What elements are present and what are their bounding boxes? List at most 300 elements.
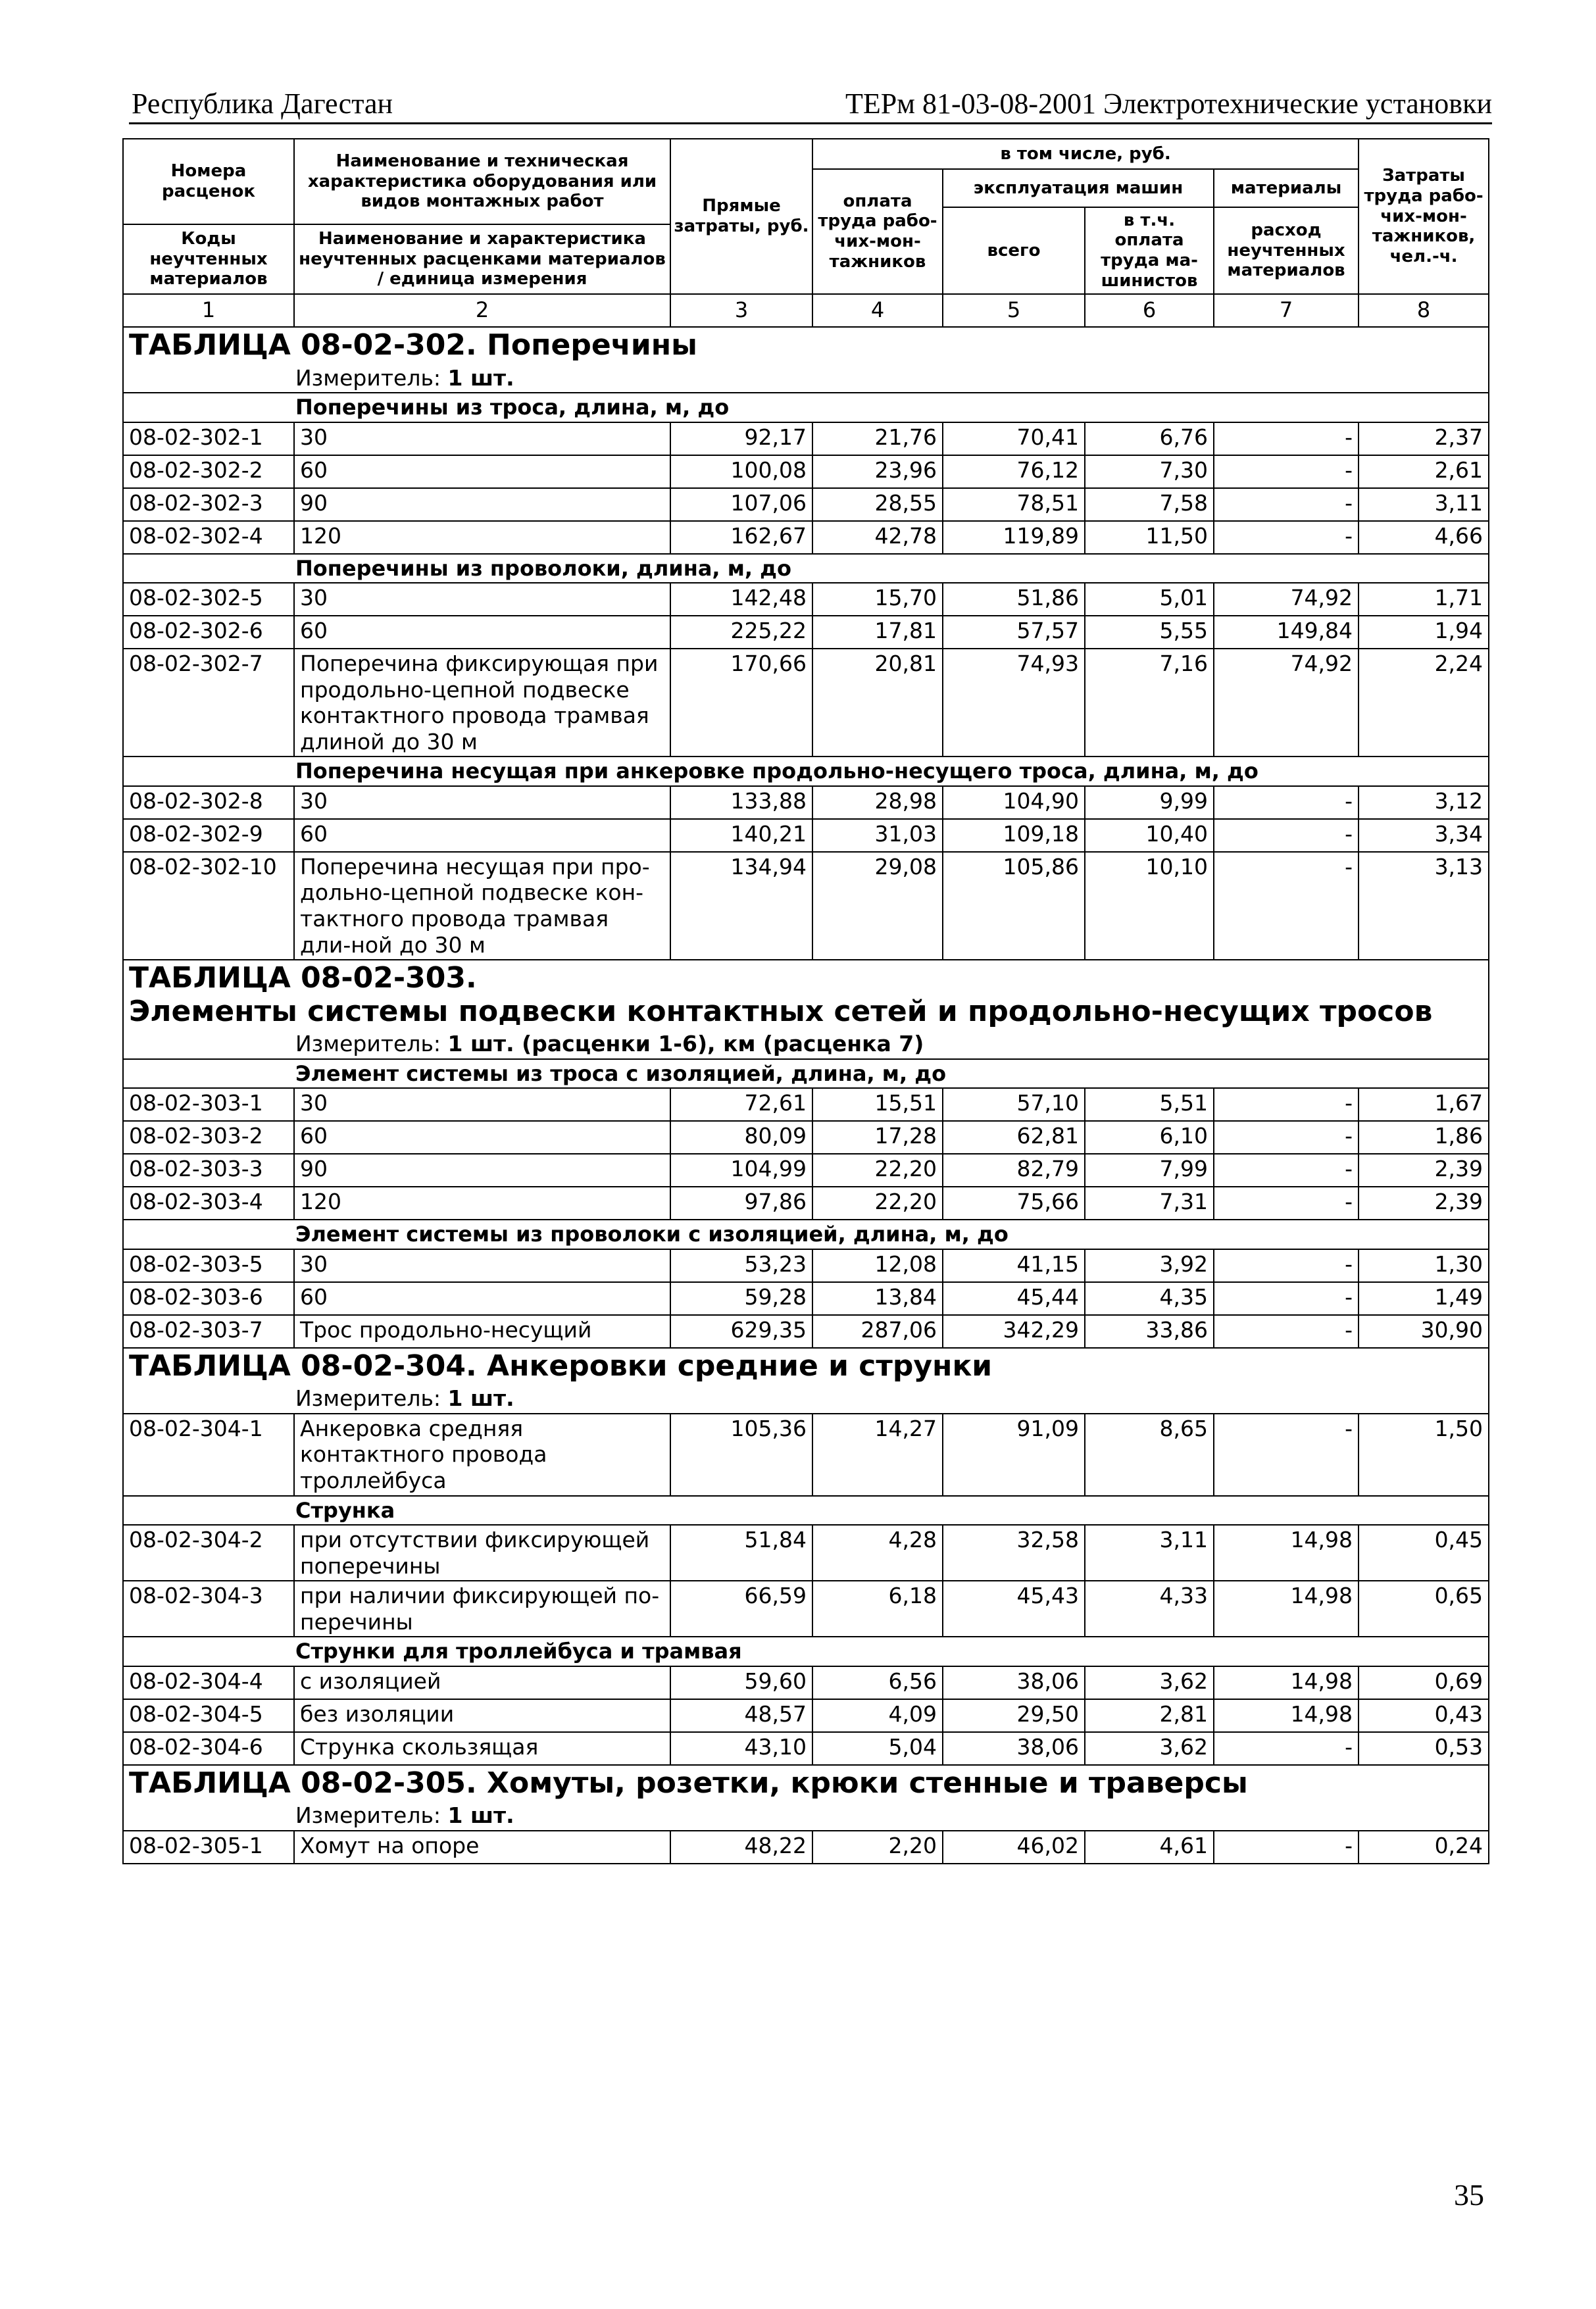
machines-total: 38,06 — [943, 1666, 1085, 1699]
labor-hours: 2,24 — [1359, 649, 1489, 757]
materials: 74,92 — [1214, 649, 1359, 757]
machinist-pay: 9,99 — [1085, 786, 1214, 819]
machines-total: 51,86 — [943, 583, 1085, 616]
labor-pay: 15,70 — [812, 583, 943, 616]
machinist-pay: 6,76 — [1085, 422, 1214, 455]
subheading-text: Элемент системы из проволоки с изоляцией, длина, м, до — [295, 1222, 1009, 1247]
labor-hours: 0,65 — [1359, 1581, 1489, 1637]
machines-total: 82,79 — [943, 1154, 1085, 1187]
subheading-cell — [123, 554, 1489, 583]
table-row — [123, 488, 1489, 521]
col-number: 7 — [1214, 294, 1359, 327]
machinist-pay: 6,10 — [1085, 1121, 1214, 1154]
work-name: 30 — [294, 1088, 670, 1121]
materials: - — [1214, 521, 1359, 554]
measure-value: 1 шт. (расценки 1-6), км (расценка 7) — [447, 1031, 924, 1057]
subheading-cell — [123, 1637, 1489, 1666]
measure-value: 1 шт. — [447, 1802, 514, 1829]
col-labor-cost-header: Затраты труда рабо-чих-мон-тажников, чел.-ч. — [1359, 139, 1489, 294]
direct-cost: 225,22 — [670, 616, 812, 649]
rate-code: 08-02-302-10 — [123, 852, 294, 960]
table-section-title — [123, 1348, 1489, 1385]
direct-cost: 80,09 — [670, 1121, 812, 1154]
direct-cost: 72,61 — [670, 1088, 812, 1121]
materials: - — [1214, 1187, 1359, 1220]
machines-total: 104,90 — [943, 786, 1085, 819]
measure-label: Измеритель: — [295, 1385, 441, 1412]
work-name: 120 — [294, 521, 670, 554]
subheading-cell — [123, 1220, 1489, 1249]
direct-cost: 92,17 — [670, 422, 812, 455]
labor-hours: 1,67 — [1359, 1088, 1489, 1121]
direct-cost: 134,94 — [670, 852, 812, 960]
measure-row — [123, 364, 1489, 393]
rate-code: 08-02-302-6 — [123, 616, 294, 649]
subheading-text: Поперечины из троса, длина, м, до — [295, 395, 730, 420]
table-row — [123, 583, 1489, 616]
machinist-pay: 10,10 — [1085, 852, 1214, 960]
table-row — [123, 1088, 1489, 1121]
work-name: при отсутствии фиксирующей поперечины — [294, 1525, 670, 1581]
subheading-row — [123, 1220, 1489, 1249]
col-material-codes-header: Коды неучтенных материалов — [123, 224, 294, 294]
materials: 14,98 — [1214, 1666, 1359, 1699]
rate-code: 08-02-303-2 — [123, 1121, 294, 1154]
section-label: ТАБЛИЦА 08-02-304. — [129, 1349, 477, 1383]
measure-label: Измеритель: — [295, 1802, 441, 1829]
machines-total: 74,93 — [943, 649, 1085, 757]
machines-total: 342,29 — [943, 1315, 1085, 1348]
rate-code: 08-02-304-4 — [123, 1666, 294, 1699]
subheading-cell — [123, 393, 1489, 422]
table-row — [123, 616, 1489, 649]
machines-total: 57,57 — [943, 616, 1085, 649]
table-body — [123, 327, 1489, 1864]
labor-hours: 2,39 — [1359, 1187, 1489, 1220]
labor-pay: 6,18 — [812, 1581, 943, 1637]
work-name: при наличии фиксирующей по-перечины — [294, 1581, 670, 1637]
section-label: ТАБЛИЦА 08-02-302. — [129, 328, 477, 362]
labor-pay: 2,20 — [812, 1831, 943, 1864]
subheading-row — [123, 1637, 1489, 1666]
subheading-text: Струнки для троллейбуса и трамвая — [295, 1639, 742, 1664]
labor-pay: 17,81 — [812, 616, 943, 649]
table-section-title — [123, 960, 1489, 1030]
table-row — [123, 1666, 1489, 1699]
work-name: 30 — [294, 1249, 670, 1282]
subheading-text: Струнка — [295, 1497, 395, 1523]
direct-cost: 162,67 — [670, 521, 812, 554]
labor-hours: 1,94 — [1359, 616, 1489, 649]
work-name: Поперечина несущая при про-дольно-цепной подвеске кон-тактного провода трамвая дли-ной до 30 м — [294, 852, 670, 960]
machinist-pay: 10,40 — [1085, 819, 1214, 852]
direct-cost: 43,10 — [670, 1732, 812, 1765]
machines-total: 75,66 — [943, 1187, 1085, 1220]
subheading-cell — [123, 1496, 1489, 1525]
machinist-pay: 5,51 — [1085, 1088, 1214, 1121]
col-number: 1 — [123, 294, 294, 327]
measure-line — [295, 1385, 1483, 1412]
direct-cost: 48,22 — [670, 1831, 812, 1864]
machinist-pay: 3,62 — [1085, 1732, 1214, 1765]
col-incl-header: в том числе, руб. — [812, 139, 1359, 169]
labor-hours: 2,61 — [1359, 455, 1489, 488]
measure-value: 1 шт. — [447, 364, 514, 391]
direct-cost: 140,21 — [670, 819, 812, 852]
machinist-pay: 4,61 — [1085, 1831, 1214, 1864]
labor-pay: 4,28 — [812, 1525, 943, 1581]
materials: - — [1214, 488, 1359, 521]
work-name: Трос продольно-несущий — [294, 1315, 670, 1348]
col-number: 5 — [943, 294, 1085, 327]
table-row — [123, 1525, 1489, 1581]
labor-hours: 30,90 — [1359, 1315, 1489, 1348]
section-label: ТАБЛИЦА 08-02-303. — [129, 961, 477, 995]
direct-cost: 59,28 — [670, 1282, 812, 1315]
labor-hours: 0,45 — [1359, 1525, 1489, 1581]
table-row — [123, 649, 1489, 757]
table-row — [123, 455, 1489, 488]
rate-code: 08-02-302-7 — [123, 649, 294, 757]
machinist-pay: 8,65 — [1085, 1414, 1214, 1496]
subheading-row — [123, 393, 1489, 422]
machines-total: 70,41 — [943, 422, 1085, 455]
section-title: Поперечины — [487, 328, 697, 362]
rate-code: 08-02-302-3 — [123, 488, 294, 521]
table-row — [123, 1581, 1489, 1637]
rate-code: 08-02-302-9 — [123, 819, 294, 852]
rate-code: 08-02-303-7 — [123, 1315, 294, 1348]
subheading-row — [123, 1496, 1489, 1525]
machines-total: 57,10 — [943, 1088, 1085, 1121]
table-row — [123, 422, 1489, 455]
machinist-pay: 7,58 — [1085, 488, 1214, 521]
labor-hours: 3,12 — [1359, 786, 1489, 819]
work-name: 120 — [294, 1187, 670, 1220]
machines-total: 41,15 — [943, 1249, 1085, 1282]
labor-pay: 29,08 — [812, 852, 943, 960]
machines-total: 76,12 — [943, 455, 1085, 488]
work-name: Анкеровка средняя контактного провода троллейбуса — [294, 1414, 670, 1496]
machinist-pay: 3,11 — [1085, 1525, 1214, 1581]
col-machines-header: эксплуатация машин — [943, 169, 1214, 207]
machines-total: 29,50 — [943, 1699, 1085, 1732]
direct-cost: 107,06 — [670, 488, 812, 521]
col-name-header: Наименование и техническая характеристика оборудования или видов монтажных работ — [294, 139, 670, 224]
labor-pay: 6,56 — [812, 1666, 943, 1699]
subheading-text: Поперечина несущая при анкеровке продольно-несущего троса, длина, м, до — [295, 758, 1259, 784]
materials: - — [1214, 1282, 1359, 1315]
materials: 74,92 — [1214, 583, 1359, 616]
labor-hours: 1,50 — [1359, 1414, 1489, 1496]
work-name: с изоляцией — [294, 1666, 670, 1699]
machines-total: 62,81 — [943, 1121, 1085, 1154]
labor-hours: 3,11 — [1359, 488, 1489, 521]
direct-cost: 59,60 — [670, 1666, 812, 1699]
direct-cost: 133,88 — [670, 786, 812, 819]
materials: 14,98 — [1214, 1699, 1359, 1732]
rate-code: 08-02-303-4 — [123, 1187, 294, 1220]
labor-pay: 42,78 — [812, 521, 943, 554]
materials: - — [1214, 1249, 1359, 1282]
measure-label: Измеритель: — [295, 1031, 441, 1057]
machines-total: 46,02 — [943, 1831, 1085, 1864]
machines-total: 78,51 — [943, 488, 1085, 521]
work-name: 60 — [294, 616, 670, 649]
col-number: 4 — [812, 294, 943, 327]
measure-line — [295, 1802, 1483, 1829]
rate-code: 08-02-303-6 — [123, 1282, 294, 1315]
rate-code: 08-02-303-1 — [123, 1088, 294, 1121]
measure-row — [123, 1801, 1489, 1831]
work-name: Струнка скользящая — [294, 1732, 670, 1765]
col-material-name-header: Наименование и характеристика неучтенных расценками материалов / единица измерения — [294, 224, 670, 294]
machines-total: 119,89 — [943, 521, 1085, 554]
labor-hours: 1,86 — [1359, 1121, 1489, 1154]
col-machines-total-header: всего — [943, 207, 1085, 294]
section-title-cell — [123, 1765, 1489, 1802]
materials: - — [1214, 422, 1359, 455]
labor-hours: 0,43 — [1359, 1699, 1489, 1732]
measure-line — [295, 1031, 1483, 1057]
labor-pay: 23,96 — [812, 455, 943, 488]
machinist-pay: 3,62 — [1085, 1666, 1214, 1699]
machines-total: 91,09 — [943, 1414, 1085, 1496]
subheading-text: Поперечины из проволоки, длина, м, до — [295, 555, 791, 581]
subheading-cell — [123, 1059, 1489, 1088]
labor-pay: 21,76 — [812, 422, 943, 455]
running-header — [129, 84, 1492, 124]
machinist-pay: 7,30 — [1085, 455, 1214, 488]
table-header — [123, 139, 1489, 327]
labor-pay: 15,51 — [812, 1088, 943, 1121]
direct-cost: 66,59 — [670, 1581, 812, 1637]
table-row — [123, 819, 1489, 852]
col-number: 6 — [1085, 294, 1214, 327]
table-row — [123, 1315, 1489, 1348]
section-title-cell — [123, 1348, 1489, 1385]
work-name: 60 — [294, 819, 670, 852]
direct-cost: 51,84 — [670, 1525, 812, 1581]
machinist-pay: 4,33 — [1085, 1581, 1214, 1637]
subheading-row — [123, 757, 1489, 785]
machines-total: 38,06 — [943, 1732, 1085, 1765]
labor-pay: 287,06 — [812, 1315, 943, 1348]
rate-code: 08-02-302-1 — [123, 422, 294, 455]
measure-cell — [123, 364, 1489, 393]
rate-code: 08-02-302-5 — [123, 583, 294, 616]
work-name: Хомут на опоре — [294, 1831, 670, 1864]
labor-hours: 3,34 — [1359, 819, 1489, 852]
measure-label: Измеритель: — [295, 364, 441, 391]
rates-table — [122, 138, 1489, 1864]
table-section-title — [123, 327, 1489, 364]
direct-cost: 104,99 — [670, 1154, 812, 1187]
header-document-code: ТЕРм 81-03-08-2001 Электротехнические установки — [845, 87, 1492, 120]
materials: - — [1214, 455, 1359, 488]
rate-code: 08-02-304-3 — [123, 1581, 294, 1637]
rate-code: 08-02-304-6 — [123, 1732, 294, 1765]
measure-row — [123, 1030, 1489, 1059]
direct-cost: 48,57 — [670, 1699, 812, 1732]
table-row — [123, 1831, 1489, 1864]
direct-cost: 170,66 — [670, 649, 812, 757]
machinist-pay: 11,50 — [1085, 521, 1214, 554]
machinist-pay: 5,55 — [1085, 616, 1214, 649]
col-materials-use-header: расход неучтенных материалов — [1214, 207, 1359, 294]
section-title-cell — [123, 327, 1489, 364]
work-name: 30 — [294, 583, 670, 616]
direct-cost: 629,35 — [670, 1315, 812, 1348]
labor-pay: 31,03 — [812, 819, 943, 852]
table-row — [123, 1249, 1489, 1282]
col-number: 3 — [670, 294, 812, 327]
materials: - — [1214, 852, 1359, 960]
table-row — [123, 1154, 1489, 1187]
materials: - — [1214, 819, 1359, 852]
subheading-cell — [123, 757, 1489, 785]
col-number: 8 — [1359, 294, 1489, 327]
work-name: 30 — [294, 422, 670, 455]
materials: 14,98 — [1214, 1581, 1359, 1637]
labor-pay: 20,81 — [812, 649, 943, 757]
direct-cost: 97,86 — [670, 1187, 812, 1220]
measure-line — [295, 365, 1483, 391]
table-row — [123, 1732, 1489, 1765]
rate-code: 08-02-303-5 — [123, 1249, 294, 1282]
labor-hours: 2,39 — [1359, 1154, 1489, 1187]
labor-pay: 5,04 — [812, 1732, 943, 1765]
machines-total: 45,44 — [943, 1282, 1085, 1315]
section-title: Хомуты, розетки, крюки стенные и траверсы — [487, 1766, 1248, 1800]
labor-hours: 1,49 — [1359, 1282, 1489, 1315]
labor-hours: 1,30 — [1359, 1249, 1489, 1282]
materials: - — [1214, 1154, 1359, 1187]
machinist-pay: 3,92 — [1085, 1249, 1214, 1282]
work-name: без изоляции — [294, 1699, 670, 1732]
labor-pay: 14,27 — [812, 1414, 943, 1496]
rate-code: 08-02-302-8 — [123, 786, 294, 819]
work-name: Поперечина фиксирующая при продольно-цепной подвеске контактного провода трамвая длиной до 30 м — [294, 649, 670, 757]
direct-cost: 142,48 — [670, 583, 812, 616]
header-region: Республика Дагестан — [132, 87, 393, 120]
section-title: Анкеровки средние и струнки — [487, 1349, 993, 1383]
labor-pay: 13,84 — [812, 1282, 943, 1315]
rate-code: 08-02-304-2 — [123, 1525, 294, 1581]
table-section-title — [123, 1765, 1489, 1802]
measure-cell — [123, 1801, 1489, 1831]
column-numbers-row — [123, 294, 1489, 327]
subheading-text: Элемент системы из троса с изоляцией, длина, м, до — [295, 1060, 947, 1086]
rate-code: 08-02-305-1 — [123, 1831, 294, 1864]
labor-hours: 2,37 — [1359, 422, 1489, 455]
table-row — [123, 852, 1489, 960]
labor-pay: 12,08 — [812, 1249, 943, 1282]
col-codes-header: Номера расценок — [123, 139, 294, 224]
materials: 14,98 — [1214, 1525, 1359, 1581]
labor-hours: 3,13 — [1359, 852, 1489, 960]
measure-value: 1 шт. — [447, 1385, 514, 1412]
materials: - — [1214, 786, 1359, 819]
labor-hours: 0,69 — [1359, 1666, 1489, 1699]
subheading-row — [123, 1059, 1489, 1088]
labor-pay: 28,98 — [812, 786, 943, 819]
work-name: 90 — [294, 488, 670, 521]
measure-row — [123, 1384, 1489, 1414]
section-title: Элементы системы подвески контактных сетей и продольно-несущих тросов — [129, 994, 1433, 1028]
materials: - — [1214, 1414, 1359, 1496]
rate-code: 08-02-304-1 — [123, 1414, 294, 1496]
labor-pay: 4,09 — [812, 1699, 943, 1732]
materials: - — [1214, 1732, 1359, 1765]
machines-total: 105,86 — [943, 852, 1085, 960]
work-name: 30 — [294, 786, 670, 819]
materials: - — [1214, 1831, 1359, 1864]
machines-total: 32,58 — [943, 1525, 1085, 1581]
col-labor-pay-header: оплата труда рабо-чих-мон-тажников — [812, 169, 943, 294]
rate-code: 08-02-302-4 — [123, 521, 294, 554]
machinist-pay: 7,31 — [1085, 1187, 1214, 1220]
labor-hours: 4,66 — [1359, 521, 1489, 554]
machines-total: 45,43 — [943, 1581, 1085, 1637]
labor-pay: 22,20 — [812, 1154, 943, 1187]
materials: 149,84 — [1214, 616, 1359, 649]
col-number: 2 — [294, 294, 670, 327]
materials: - — [1214, 1088, 1359, 1121]
work-name: 90 — [294, 1154, 670, 1187]
direct-cost: 53,23 — [670, 1249, 812, 1282]
table-row — [123, 1282, 1489, 1315]
direct-cost: 100,08 — [670, 455, 812, 488]
table-row — [123, 1699, 1489, 1732]
col-direct-header: Прямые затраты, руб. — [670, 139, 812, 294]
table-row — [123, 1414, 1489, 1496]
rate-code: 08-02-302-2 — [123, 455, 294, 488]
section-label: ТАБЛИЦА 08-02-305. — [129, 1766, 477, 1800]
materials: - — [1214, 1121, 1359, 1154]
rate-code: 08-02-304-5 — [123, 1699, 294, 1732]
table-row — [123, 1187, 1489, 1220]
materials: - — [1214, 1315, 1359, 1348]
table-row — [123, 1121, 1489, 1154]
machinist-pay: 2,81 — [1085, 1699, 1214, 1732]
labor-pay: 28,55 — [812, 488, 943, 521]
section-title-cell — [123, 960, 1489, 1030]
machinist-pay: 7,99 — [1085, 1154, 1214, 1187]
subheading-row — [123, 554, 1489, 583]
labor-pay: 22,20 — [812, 1187, 943, 1220]
page-number: 35 — [1454, 2178, 1484, 2212]
labor-hours: 0,53 — [1359, 1732, 1489, 1765]
machinist-pay: 33,86 — [1085, 1315, 1214, 1348]
labor-hours: 1,71 — [1359, 583, 1489, 616]
machinist-pay: 5,01 — [1085, 583, 1214, 616]
work-name: 60 — [294, 1282, 670, 1315]
machinist-pay: 4,35 — [1085, 1282, 1214, 1315]
labor-pay: 17,28 — [812, 1121, 943, 1154]
measure-cell — [123, 1030, 1489, 1059]
work-name: 60 — [294, 1121, 670, 1154]
work-name: 60 — [294, 455, 670, 488]
labor-hours: 0,24 — [1359, 1831, 1489, 1864]
rate-code: 08-02-303-3 — [123, 1154, 294, 1187]
col-materials-header: материалы — [1214, 169, 1359, 207]
direct-cost: 105,36 — [670, 1414, 812, 1496]
machinist-pay: 7,16 — [1085, 649, 1214, 757]
measure-cell — [123, 1384, 1489, 1414]
table-row — [123, 521, 1489, 554]
machines-total: 109,18 — [943, 819, 1085, 852]
